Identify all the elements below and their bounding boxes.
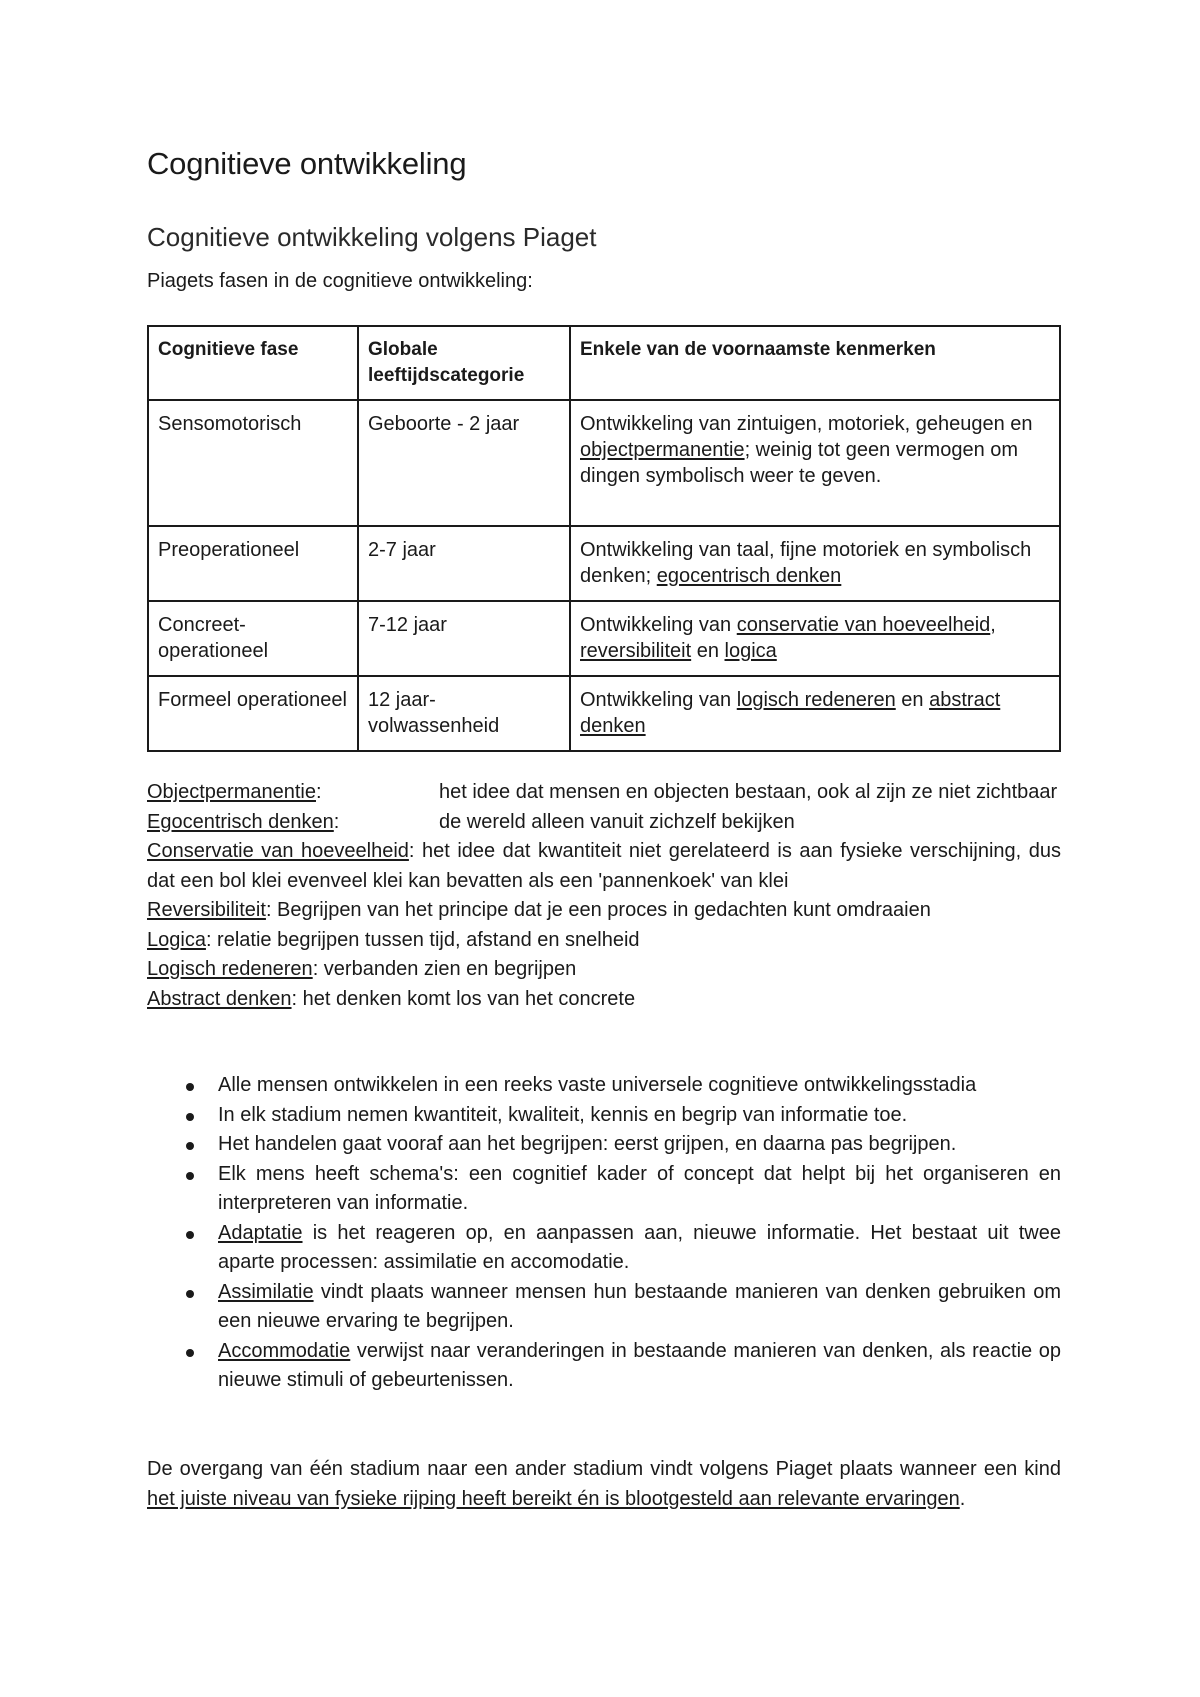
definition-term: Abstract denken [147,987,292,1010]
phase-cell: Concreet-operationeel [148,601,358,676]
header-phase: Cognitieve fase [148,326,358,400]
definition-term: Conservatie van hoeveelheid [147,840,409,862]
list-item: Assimilatie vindt plaats wanneer mensen hun bestaande manieren van denken gebruiken om een nieuwe ervaring te begrijpen. [147,1278,1061,1337]
term-link: logica [724,640,777,662]
definition-text: de wereld alleen vanuit zichzelf bekijken [439,810,795,833]
table-header-row [148,326,1060,400]
definition-item: Conservatie van hoeveelheid: het idee dat kwantiteit niet gerelateerd is aan fysieke verschijning, dus dat een bol klei evenveel klei kan bevatten als een 'pannenkoek' van klei [147,840,1061,892]
bullet-list [147,1071,1061,1396]
age-cell: 7-12 jaar [358,601,570,676]
term-link: het juiste niveau van fysieke rijping heeft bereikt én is blootgesteld aan relevante ervaringen [147,1487,960,1510]
list-item: Elk mens heeft schema's: een cognitief kader of concept dat helpt bij het organiseren en interpreteren van informatie. [147,1160,1061,1219]
term-link: objectpermanentie [580,439,745,461]
definition-text: het idee dat mensen en objecten bestaan, ook al zijn ze niet zichtbaar [439,781,1058,803]
definition-item: Reversibiliteit: Begrijpen van het principe dat je een proces in gedachten kunt omdraaien [147,899,931,921]
term-link: Assimilatie [218,1280,314,1303]
term-link: conservatie van hoeveelheid [736,614,991,636]
list-item: Adaptatie is het reageren op, en aanpassen aan, nieuwe informatie. Het bestaat uit twee aparte processen: assimilatie en accomodatie. [147,1219,1061,1278]
term-link: logisch redeneren [736,689,896,711]
definition-text: het denken komt los van het concrete [297,987,636,1010]
term-link: abstract denken [580,689,1001,737]
definition-item: Logica: relatie begrijpen tussen tijd, afstand en snelheid [147,928,640,951]
header-features: Enkele van de voornaamste kenmerken [570,326,1060,400]
term-link: Adaptatie [218,1221,303,1244]
section-heading: Cognitieve ontwikkeling volgens Piaget [147,222,597,252]
page-title: Cognitieve ontwikkeling [147,146,467,181]
definition-item: Egocentrisch denken: de wereld alleen vanuit zichzelf bekijken [147,808,1061,838]
age-cell: 12 jaar-volwassenheid [358,676,570,751]
table-row [148,400,1060,526]
age-cell: 2-7 jaar [358,526,570,601]
phase-cell: Sensomotorisch [148,400,358,526]
definition-item: Abstract denken: het denken komt los van het concrete [147,987,636,1010]
term-link: reversibiliteit [580,640,692,662]
features-cell: Ontwikkeling van logisch redeneren en abstract denken [570,676,1060,751]
table-row [148,601,1060,676]
definition-text: Begrijpen van het principe dat je een proces in gedachten kunt omdraaien [271,899,931,921]
age-cell: Geboorte - 2 jaar [358,400,570,526]
definition-text: verbanden zien en begrijpen [318,958,577,980]
closing-paragraph: De overgang van één stadium naar een ander stadium vindt volgens Piaget plaats wanneer een kind het juiste niveau van fysieke rijping heeft bereikt én is blootgesteld aan relevante ervaringen. [147,1458,1061,1510]
list-item: Accommodatie verwijst naar veranderingen in bestaande manieren van denken, als reactie op nieuwe stimuli of gebeurtenissen. [147,1337,1061,1396]
definition-text: het idee dat kwantiteit niet gerelateerd is aan fysieke verschijning, dus dat een bol klei evenveel klei kan bevatten als een 'pannenkoek' van klei [147,840,1061,892]
definition-item: Objectpermanentie: het idee dat mensen en objecten bestaan, ook al zijn ze niet zichtbaar [147,778,1061,808]
list-item: Alle mensen ontwikkelen in een reeks vaste universele cognitieve ontwikkelingsstadia [147,1071,1061,1101]
phase-cell: Preoperationeel [148,526,358,601]
definition-item: Logisch redeneren: verbanden zien en begrijpen [147,958,577,980]
table-row [148,526,1060,601]
table-row [148,676,1060,751]
list-item: In elk stadium nemen kwantiteit, kwaliteit, kennis en begrip van informatie toe. [147,1101,1061,1131]
definition-term: Egocentrisch denken [147,810,334,833]
definition-term: Logica [147,928,206,951]
features-cell: Ontwikkeling van conservatie van hoeveelheid, reversibiliteit en logica [570,601,1060,676]
definition-text: relatie begrijpen tussen tijd, afstand en snelheid [211,928,640,951]
term-link: egocentrisch denken [656,565,842,587]
features-cell: Ontwikkeling van taal, fijne motoriek en symbolisch denken; egocentrisch denken [570,526,1060,601]
definitions-list [147,778,1061,1014]
term-link: Accommodatie [218,1339,351,1362]
definition-term: Objectpermanentie [147,781,316,803]
piaget-phases-table [147,325,1061,752]
definition-term: Logisch redeneren [147,958,313,980]
list-item: Het handelen gaat vooraf aan het begrijpen: eerst grijpen, en daarna pas begrijpen. [147,1130,1061,1160]
phase-cell: Formeel operationeel [148,676,358,751]
header-age: Globale leeftijdscategorie [358,326,570,400]
features-cell: Ontwikkeling van zintuigen, motoriek, geheugen en objectpermanentie; weinig tot geen vermogen om dingen symbolisch weer te geven. [570,400,1060,526]
intro-text: Piagets fasen in de cognitieve ontwikkeling: [147,270,533,292]
definition-term: Reversibiliteit [147,899,266,921]
